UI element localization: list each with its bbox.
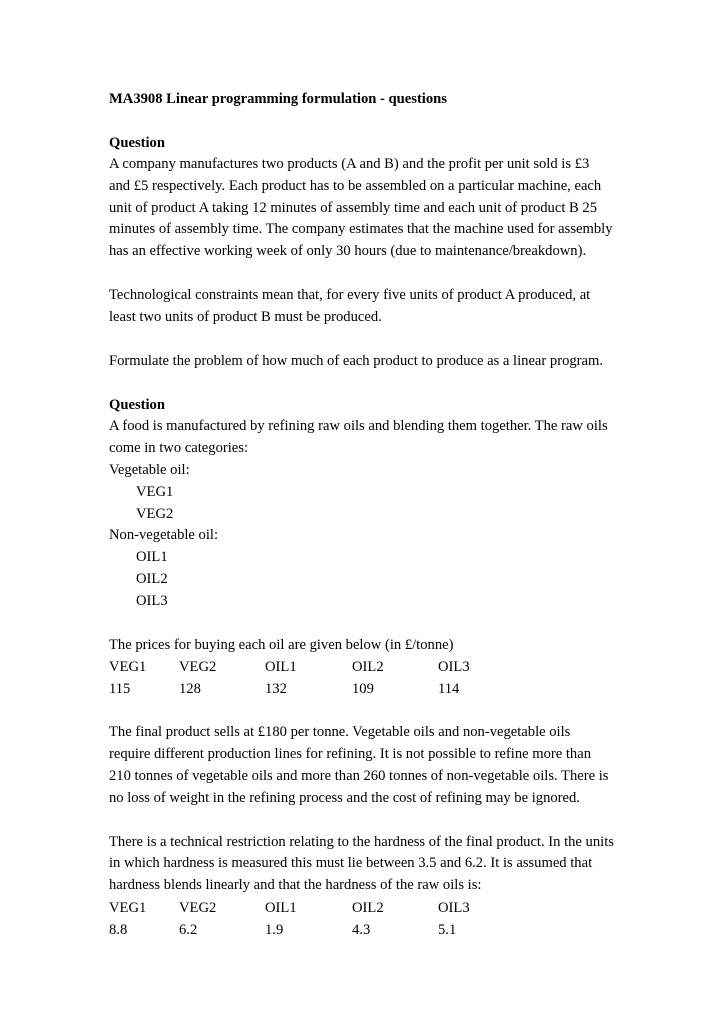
- hardness-table-header-cell: OIL2: [352, 899, 384, 916]
- paragraph-line: minutes of assembly time. The company estimates that the machine used for assembly: [109, 221, 613, 238]
- veg-oil-item: VEG2: [136, 505, 174, 522]
- question-1-constraints: [109, 285, 629, 329]
- price-table-cell: 114: [438, 681, 460, 698]
- price-table-value-row: [109, 678, 629, 700]
- prices-intro: The prices for buying each oil are given below (in £/tonne): [109, 636, 454, 653]
- question-2-heading: Question: [109, 397, 165, 414]
- hardness-table-cell: 5.1: [438, 921, 457, 938]
- veg-oil-item: VEG1: [136, 483, 174, 500]
- paragraph-line: least two units of product B must be produced.: [109, 308, 382, 325]
- price-table-header-cell: OIL1: [265, 659, 297, 676]
- paragraph-line: and £5 respectively. Each product has to be assembled on a particular machine, each: [109, 177, 602, 194]
- price-table-header-row: [109, 656, 629, 678]
- hardness-table-cell: 4.3: [352, 921, 371, 938]
- hardness-paragraph: [109, 832, 629, 897]
- price-table-header-cell: VEG2: [179, 659, 217, 676]
- hardness-table-header-cell: OIL3: [438, 899, 470, 916]
- hardness-table-header-row: [109, 897, 629, 919]
- paragraph-line: hardness blends linearly and that the hardness of the raw oils is:: [109, 877, 482, 894]
- document-title: MA3908 Linear programming formulation - questions: [109, 91, 447, 107]
- price-table-cell: 128: [179, 681, 201, 698]
- price-table-cell: 115: [109, 681, 131, 698]
- paragraph-line: A food is manufactured by refining raw oils and blending them together. The raw oils: [109, 418, 608, 435]
- price-table-header-cell: OIL2: [352, 659, 384, 676]
- question-1-heading: Question: [109, 135, 165, 151]
- paragraph-line: 210 tonnes of vegetable oils and more than 260 tonnes of non-vegetable oils. There is: [109, 767, 609, 784]
- paragraph-line: A company manufactures two products (A and B) and the profit per unit sold is £3: [109, 156, 590, 172]
- price-table-cell: 132: [265, 681, 287, 698]
- hardness-table-cell: 1.9: [265, 921, 284, 938]
- hardness-table-value-row: [109, 919, 629, 941]
- nonveg-oil-item: OIL3: [136, 592, 168, 609]
- paragraph-line: in which hardness is measured this must lie between 3.5 and 6.2. It is assumed that: [109, 855, 593, 872]
- question-1-body: [109, 154, 629, 263]
- paragraph-line: There is a technical restriction relating to the hardness of the final product. In the units: [109, 833, 614, 850]
- hardness-table: [109, 897, 629, 941]
- paragraph-line: unit of product A taking 12 minutes of assembly time and each unit of product B 25: [109, 199, 597, 216]
- veg-oil-label: Vegetable oil:: [109, 461, 190, 478]
- document-page: [109, 88, 629, 941]
- paragraph-line: Technological constraints mean that, for every five units of product A produced, at: [109, 286, 591, 303]
- hardness-table-cell: 8.8: [109, 921, 128, 938]
- price-table-header-cell: OIL3: [438, 659, 470, 676]
- question-1-task: Formulate the problem of how much of each product to produce as a linear program.: [109, 352, 603, 369]
- paragraph-line: The final product sells at £180 per tonne. Vegetable oils and non-vegetable oils: [109, 724, 571, 741]
- selling-paragraph: [109, 722, 629, 809]
- hardness-table-header-cell: OIL1: [265, 899, 297, 916]
- hardness-table-header-cell: VEG2: [179, 899, 217, 916]
- hardness-table-header-cell: VEG1: [109, 899, 147, 916]
- paragraph-line: has an effective working week of only 30 hours (due to maintenance/breakdown).: [109, 243, 587, 260]
- price-table-header-cell: VEG1: [109, 659, 147, 676]
- nonveg-oil-item: OIL1: [136, 549, 168, 566]
- paragraph-line: require different production lines for refining. It is not possible to refine more than: [109, 746, 591, 763]
- paragraph-line: no loss of weight in the refining process and the cost of refining may be ignored.: [109, 789, 580, 806]
- question-2-intro: [109, 416, 629, 460]
- price-table: [109, 656, 629, 700]
- nonveg-oil-label: Non-vegetable oil:: [109, 527, 219, 544]
- nonveg-oil-item: OIL2: [136, 570, 168, 587]
- hardness-table-cell: 6.2: [179, 921, 198, 938]
- price-table-cell: 109: [352, 681, 374, 698]
- paragraph-line: come in two categories:: [109, 440, 248, 457]
